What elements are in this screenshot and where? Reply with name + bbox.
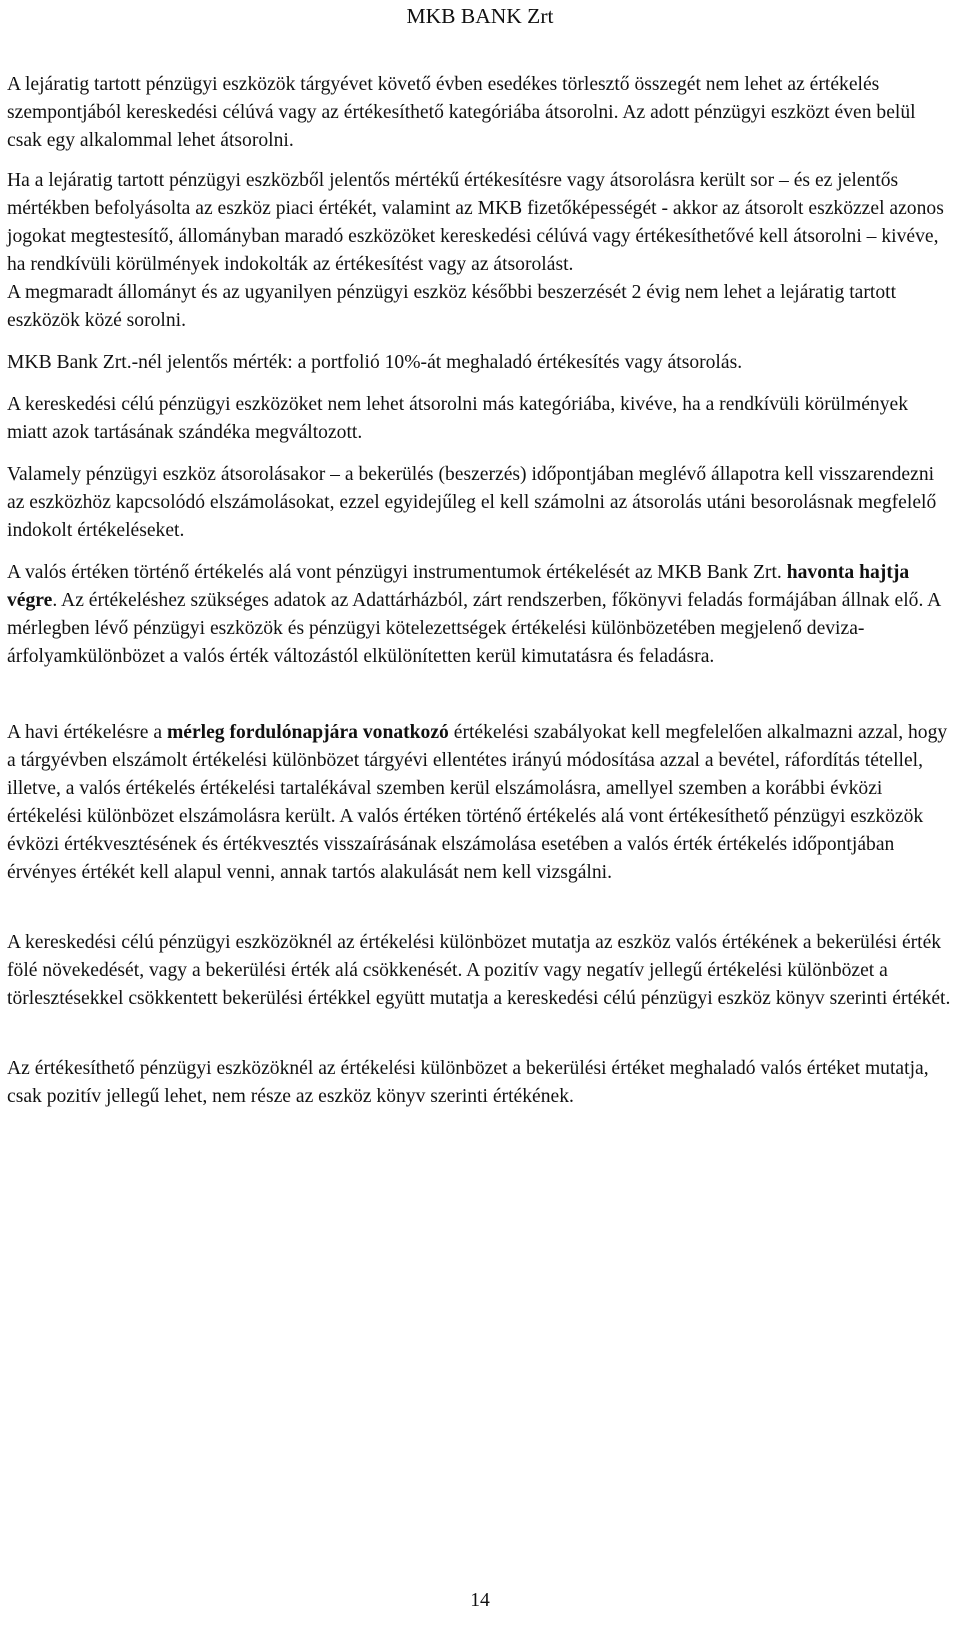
paragraph-monthly-valuation (7, 719, 953, 887)
paragraph-reclassification-limit: A lejáratig tartott pénzügyi eszközök tárgyévet követő évben esedékes törlesztő összegét nem lehet az értékelés szempontjából kereskedési célúvá vagy az értékesíthető kategóriába átsorolni. Az adott pénzügyi eszközt éven belül csak egy alkalommal lehet átsorolni. (7, 74, 916, 151)
page-header: MKB BANK Zrt (406, 4, 554, 28)
emphasis-balance-sheet-date: mérleg fordulónapjára vonatkozó (166, 722, 449, 743)
document-body (7, 71, 953, 1111)
text-run: A valós értéken történő értékelés alá vont pénzügyi instrumentumok értékelését az MKB Bank Zrt. (7, 562, 787, 583)
paragraph-fair-value-valuation (7, 559, 953, 671)
paragraph-reclassification-accounting: Valamely pénzügyi eszköz átsorolásakor – a bekerülés (beszerzés) időpontjában meglévő állapotra kell visszarendezni az eszközhöz kapcsolódó elszámolásokat, ezzel egyidejűleg el kell számolni az átsorolás utáni besorolásnak megfelelő indokolt értékeléseket. (7, 464, 937, 541)
text-run: értékelési szabályokat kell megfelelően alkalmazni azzal, hogy a tárgyévben elszámolt értékelési különbözet tárgyévi ellentétes irányú módosítása azzal a bevétel, ráfordítás tétellel, illetve, a valós értékelés értékelési tartalékával szemben kerül elszámolásra, amellyel szemben a korábbi évközi értékelési különbözet elszámolásra került. A valós értéken történő értékelés alá vont értékesíthető pénzügyi eszközök évközi értékvesztésének és értékvesztés visszaírásának elszámolása esetében a valós érték értékelés időpontjában érvényes értékét kell alapul venni, annak tartós alakulását nem kell vizsgálni. (7, 722, 948, 883)
paragraph-remaining-portfolio: A megmaradt állományt és az ugyanilyen pénzügyi eszköz későbbi beszerzését 2 évig nem lehet a lejáratig tartott eszközök közé sorolni. (7, 282, 897, 331)
emphasis-monthly: havonta hajtja végre (7, 562, 910, 611)
text-run: . Az értékeléshez szükséges adatok az Adattárházból, zárt rendszerben, főkönyvi feladás formájában állnak elő. A mérlegben lévő pénzügyi eszközök és pénzügyi kötelezettségek értékelési különbözetében megjelenő deviza-árfolyamkülönbözet a valós érték változástól elkülönítetten kerül kimutatásra és feladásra. (7, 590, 941, 667)
text-run: A havi értékelésre a (7, 722, 167, 743)
paragraph-trading-valuation-difference: A kereskedési célú pénzügyi eszközöknél az értékelési különbözet mutatja az eszköz valós értékének a bekerülési érték fölé növekedését, vagy a bekerülési érték alá csökkenését. A pozitív vagy negatív jellegű értékelési különbözet a törlesztésekkel csökkentett bekerülési értékkel együtt mutatja a kereskedési célú pénzügyi eszköz könyv szerinti értékét. (7, 932, 951, 1009)
paragraph-significant-sale: Ha a lejáratig tartott pénzügyi eszközből jelentős mértékű értékesítésre vagy átsorolásra került sor – és ez jelentős mértékben befolyásolta az eszköz piaci értékét, valamint az MKB fizetőképességét - akkor az átsorolt eszközzel azonos jogokat megtestesítő, állományban maradó eszközöket kereskedési célúvá vagy értékesíthetővé kell átsorolni – kivéve, ha rendkívüli körülmények indokolták az értékesítést vagy az átsorolást. (7, 170, 944, 275)
paragraph-significance-definition: MKB Bank Zrt.-nél jelentős mérték: a portfolió 10%-át meghaladó értékesítés vagy átsorolás. (7, 352, 743, 373)
page-number: 14 (470, 1590, 490, 1611)
paragraph-available-for-sale: Az értékesíthető pénzügyi eszközöknél az értékelési különbözet a bekerülési értéket meghaladó valós értéket mutatja, csak pozitív jellegű lehet, nem része az eszköz könyv szerinti értékének. (7, 1058, 929, 1107)
paragraph-trading-reclassification: A kereskedési célú pénzügyi eszközöket nem lehet átsorolni más kategóriába, kivéve, ha a rendkívüli körülmények miatt azok tartásának szándéka megváltozott. (7, 394, 909, 443)
